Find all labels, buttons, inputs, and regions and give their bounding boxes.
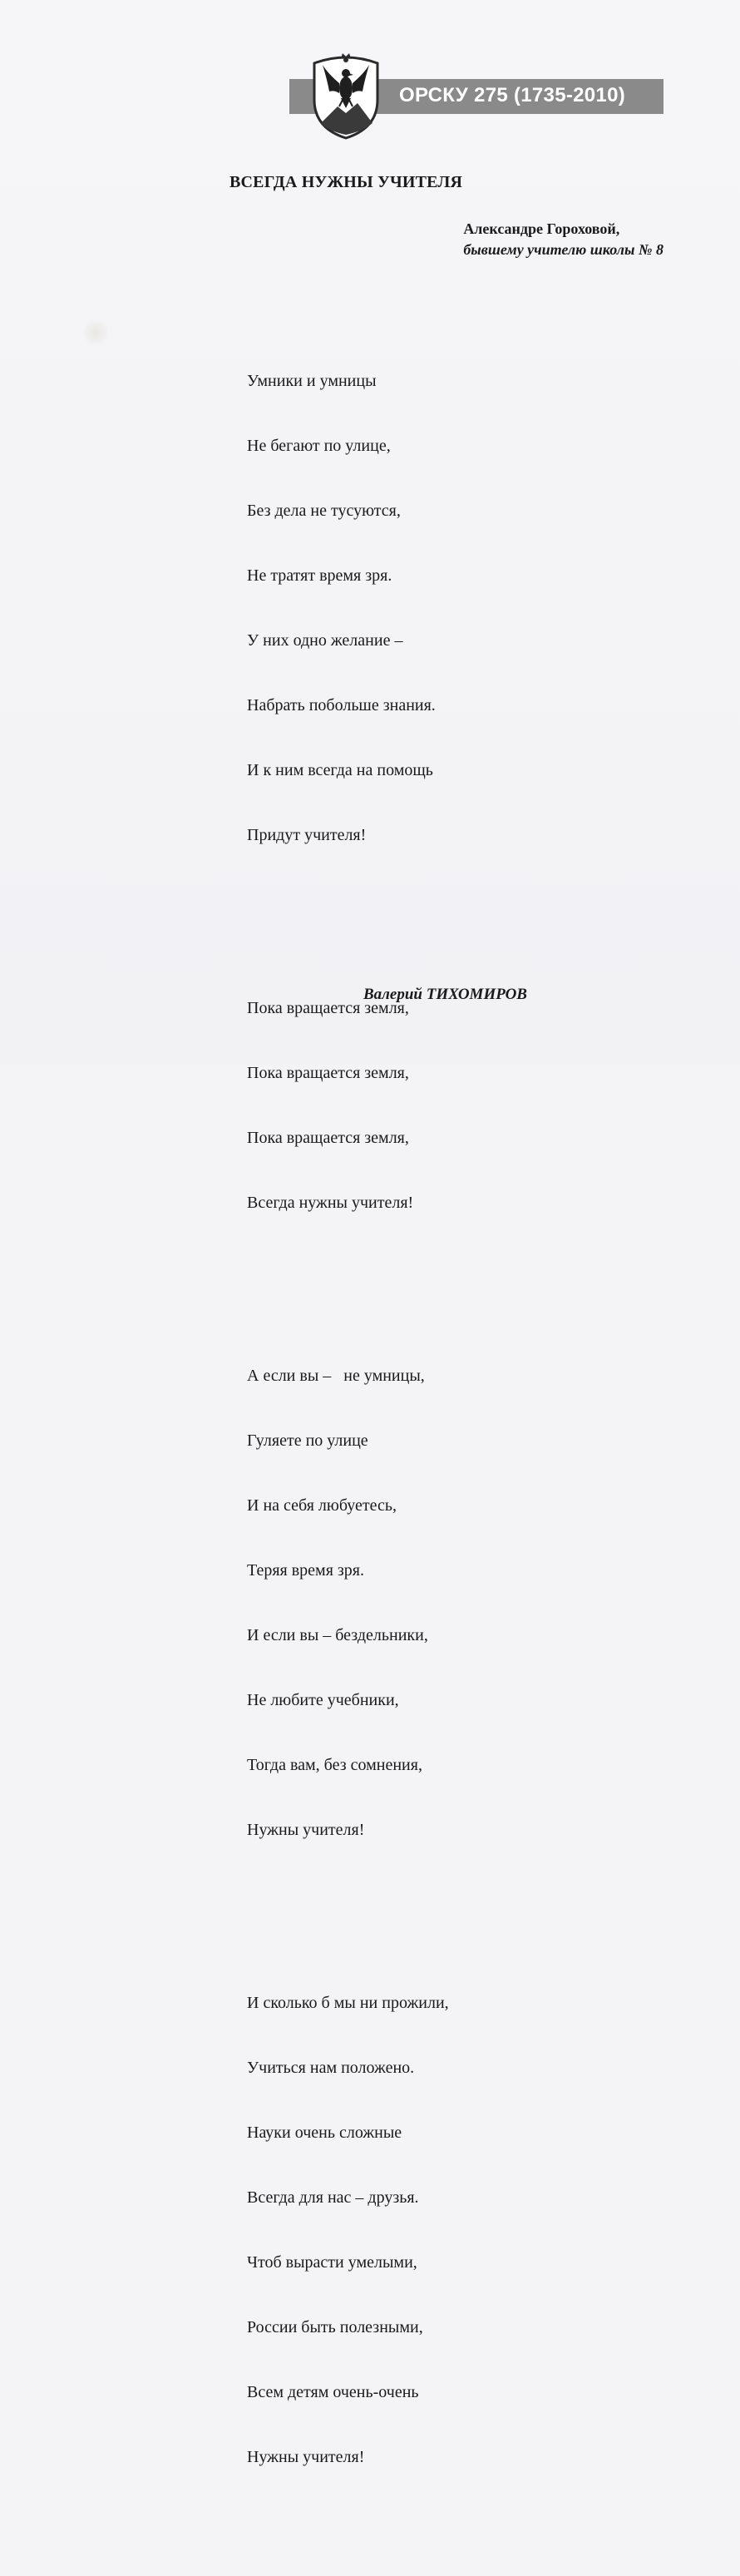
poem-line: Науки очень сложные: [247, 2124, 402, 2142]
poem-line: Умники и умницы: [247, 372, 377, 390]
poem-line: Придут учителя!: [247, 826, 367, 844]
poem-stanza: [247, 1322, 449, 1884]
poem-line: И если вы – бездельники,: [247, 1626, 428, 1644]
paper-smudge: [83, 316, 108, 349]
header-banner-text: ОРСКУ 275 (1735-2010): [399, 84, 626, 106]
poem-line: Теряя время зря.: [247, 1561, 365, 1580]
poem-line: И сколько б мы ни прожили,: [247, 1994, 449, 2012]
dedication-role: бывшему учителю школы № 8: [463, 241, 664, 258]
author-signature: Валерий ТИХОМИРОВ: [363, 986, 527, 1003]
poem-line: Не бегают по улице,: [247, 437, 391, 455]
coat-of-arms-eagle-icon: [309, 48, 382, 141]
poem-line: России быть полезными,: [247, 2318, 423, 2336]
poem-line: У них одно желание –: [247, 631, 403, 650]
dedication: [463, 219, 664, 260]
poem-line: Набрать побольше знания.: [247, 696, 436, 714]
poem-line: Чтоб вырасти умелыми,: [247, 2253, 417, 2272]
poem-line: И на себя любуетесь,: [247, 1496, 397, 1515]
poem-line: Всегда нужны учителя!: [247, 1194, 414, 1212]
poem-line: Не тратят время зря.: [247, 566, 392, 585]
poem-line: Тогда вам, без сомнения,: [247, 1756, 422, 1774]
poem-title: ВСЕГДА НУЖНЫ УЧИТЕЛЯ: [229, 173, 463, 191]
poem-line: Пока вращается земля,: [247, 1129, 409, 1147]
poem-line: И к ним всегда на помощь: [247, 761, 433, 779]
poem-line: Не любите учебники,: [247, 1691, 399, 1709]
poem-line: Всем детям очень-очень: [247, 2383, 419, 2401]
dedication-recipient: Александре Гороховой,: [463, 220, 620, 237]
poem-line: Пока вращается земля,: [247, 1064, 409, 1082]
poem-line: Пока вращается земля,: [247, 999, 409, 1017]
poem-line: А если вы – не умницы,: [247, 1367, 425, 1385]
poem-stanza: [247, 327, 449, 889]
poem-line: Гуляете по улице: [247, 1431, 368, 1450]
poem-line: Учиться нам положено.: [247, 2059, 415, 2077]
poem-line: Нужны учителя!: [247, 1821, 365, 1839]
poem-body: [247, 284, 449, 2576]
poem-line: Нужны учителя!: [247, 2448, 365, 2466]
poem-line: Всегда для нас – друзья.: [247, 2188, 419, 2207]
poem-stanza: [247, 1949, 449, 2511]
poem-line: Без дела не тусуются,: [247, 502, 401, 520]
